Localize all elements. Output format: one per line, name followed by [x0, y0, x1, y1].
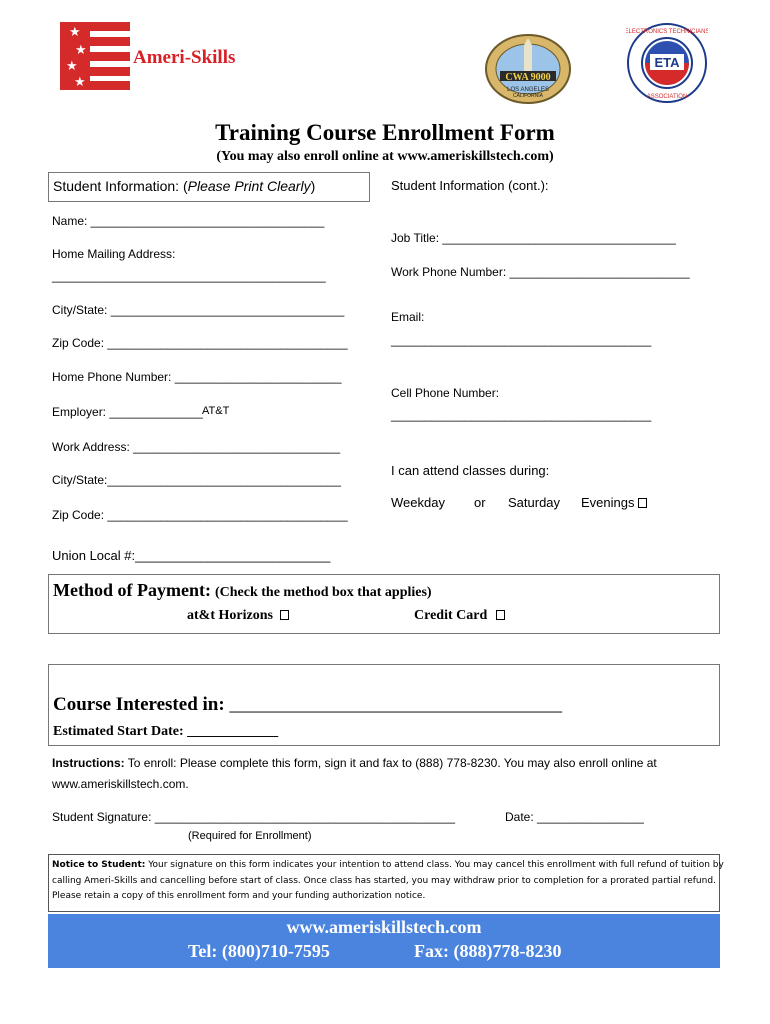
notice-label: Notice to Student:: [52, 860, 146, 870]
notice-line-3: Please retain a copy of this enrollment form and your funding authorization notice.: [52, 891, 426, 901]
student-signature-field[interactable]: Student Signature: _____________________________________________: [52, 810, 456, 824]
eta-association-seal-logo: [626, 22, 708, 104]
svg-text:ETA: ETA: [654, 55, 680, 70]
payment-heading-note: (Check the method box that applies): [214, 585, 432, 600]
course-interested-field[interactable]: [53, 694, 562, 716]
city-state-field-2[interactable]: City/State:___________________________________: [52, 473, 341, 487]
course-heading: Course Interested in:: [53, 694, 225, 715]
svg-text:★: ★: [75, 42, 87, 57]
form-subtitle: (You may also enroll online at www.ameriskillstech.com): [216, 149, 554, 164]
notice-text-1: Your signature on this form indicates your intention to attend class. You may cancel this enrollment with full refund of tuition by: [145, 860, 724, 870]
class-option-or: or: [474, 495, 486, 510]
horizons-label: at&t Horizons: [187, 608, 273, 623]
student-info-cont-heading: Student Information (cont.):: [391, 178, 549, 193]
evenings-label: Evenings: [581, 495, 635, 510]
instructions-label: Instructions:: [52, 756, 125, 770]
credit-card-label: Credit Card: [414, 608, 488, 623]
payment-heading: [53, 580, 432, 601]
brand-name: Ameri-Skills: [133, 47, 236, 68]
svg-text:★: ★: [66, 58, 78, 73]
job-title-field[interactable]: Job Title: ___________________________________: [391, 231, 676, 245]
cwa-seal-logo: [484, 33, 572, 105]
city-state-field[interactable]: City/State: ___________________________________: [52, 303, 345, 317]
svg-text:★: ★: [69, 24, 81, 39]
class-option-weekday[interactable]: Weekday: [391, 495, 445, 510]
heading-italic: Please Print Clearly: [187, 178, 311, 194]
footer-tel: Tel: (800)710-7595: [188, 941, 330, 961]
payment-heading-text: Method of Payment:: [53, 580, 211, 600]
zip-code-field[interactable]: Zip Code: ____________________________________: [52, 336, 348, 350]
heading-suffix: ): [310, 178, 316, 194]
instructions-line-1: [52, 756, 657, 770]
form-title: Training Course Enrollment Form: [215, 120, 555, 145]
instructions-text-1: To enroll: Please complete this form, sign it and fax to (888) 778-8230. You may also enroll online at: [124, 756, 657, 770]
svg-text:★: ★: [74, 74, 86, 89]
email-label: Email:: [391, 310, 425, 324]
name-field[interactable]: Name: ___________________________________: [52, 214, 325, 228]
horizons-checkbox[interactable]: [280, 610, 289, 620]
notice-line-1: [52, 860, 724, 870]
ameri-skills-flag-logo: [60, 22, 130, 90]
union-local-field[interactable]: Union Local #:___________________________: [52, 548, 331, 563]
notice-line-2: calling Ameri-Skills and cancelling before start of class. Once class has started, you may withdraw prior to completion for a prorated partial refund.: [52, 876, 716, 886]
work-address-field[interactable]: Work Address: _______________________________: [52, 440, 341, 454]
home-phone-field[interactable]: Home Phone Number: _________________________: [52, 370, 342, 384]
evenings-checkbox[interactable]: [638, 498, 647, 508]
classes-label: I can attend classes during:: [391, 463, 550, 478]
home-address-field[interactable]: _________________________________________: [52, 269, 326, 283]
instructions-line-2: www.ameriskillstech.com.: [52, 777, 189, 791]
student-info-heading: [53, 178, 315, 194]
footer-fax: Fax: (888)778-8230: [414, 941, 562, 961]
class-option-saturday[interactable]: Saturday: [508, 495, 561, 510]
start-date-line: _____________: [187, 724, 279, 739]
zip-code-field-2[interactable]: Zip Code: ____________________________________: [52, 508, 348, 522]
class-option-evenings[interactable]: [581, 495, 647, 510]
email-field[interactable]: _______________________________________: [391, 333, 652, 347]
heading-prefix: Student Information: (: [53, 178, 188, 194]
required-note: (Required for Enrollment): [188, 830, 312, 842]
footer-website[interactable]: www.ameriskillstech.com: [286, 917, 482, 937]
cell-phone-field[interactable]: _______________________________________: [391, 408, 652, 422]
start-date-label: Estimated Start Date:: [53, 724, 184, 739]
employer-field[interactable]: Employer: ______________: [52, 405, 203, 419]
work-phone-field[interactable]: Work Phone Number: ___________________________: [391, 265, 690, 279]
cell-phone-label: Cell Phone Number:: [391, 386, 500, 400]
svg-text:ELECTRONICS TECHNICIANS: ELECTRONICS TECHNICIANS: [626, 29, 708, 35]
payment-option-horizons[interactable]: [187, 608, 289, 624]
home-address-label: Home Mailing Address:: [52, 247, 176, 261]
date-field[interactable]: Date: ________________: [505, 810, 644, 824]
start-date-field[interactable]: [53, 724, 278, 740]
svg-text:LOS ANGELES: LOS ANGELES: [507, 87, 549, 93]
svg-text:CWA 9000: CWA 9000: [505, 72, 551, 83]
credit-card-checkbox[interactable]: [496, 610, 505, 620]
svg-text:ASSOCIATION: ASSOCIATION: [646, 94, 688, 100]
employer-value: AT&T: [202, 405, 230, 417]
course-line: ___________________________________: [229, 694, 562, 715]
svg-text:CALIFORNIA: CALIFORNIA: [512, 93, 544, 99]
payment-option-credit-card[interactable]: [414, 608, 505, 624]
contact-footer: [48, 914, 720, 968]
